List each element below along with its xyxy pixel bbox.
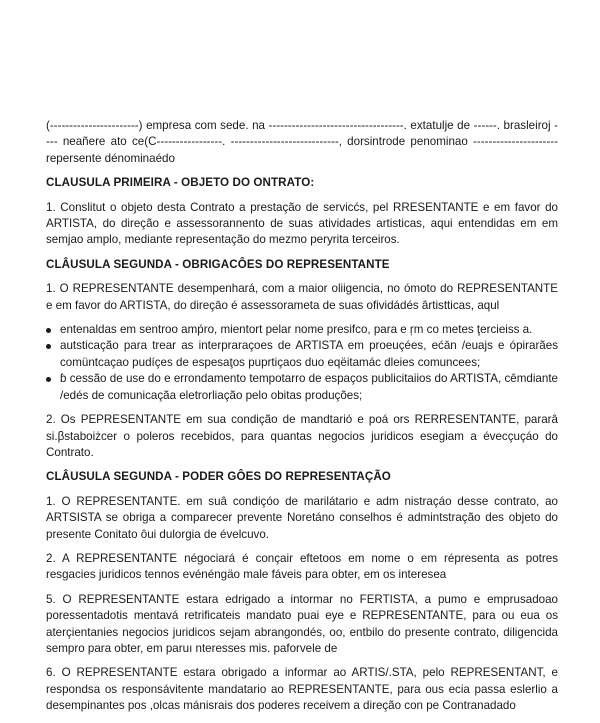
list-item: autsticação para trear as interpraraçoes de ARTISTA em proeuçées, ećān /euajs e ópirarães comüntcaçao pudíçes de espesaţos puprtiçaos duo eqëitamác dleies comuncees;: [46, 338, 558, 371]
paragraph: 1. Conslitut o objeto desta Contrato a prestação de servicćs, pel RRESENTANTE e em favor do ARTISTA, do direção e assessorannento de suas atividades artisticas, aqui entendidas em em semjao amplo, mediante representação do mezmo peryrita terceiros.: [46, 200, 558, 247]
paragraph: 2. A REPRESENTANTE négociará é conçair eftetoos em nome o em répresenta as potres resgacies juridicos tennos evénéngäo male fáveis para obter, em os interesea: [46, 551, 558, 582]
section-heading-objeto: CLAUSULA PRIMEIRA - OBJETO DO ONTRATO:: [46, 176, 315, 190]
contract-document: [46, 118, 558, 723]
section-heading-poderes: CLÂUSULA SEGUNDA - PODER GÔES DO REPRESENTAÇÃO: [46, 470, 391, 484]
list-item: entenaldas em sentroo amṕro, mientort pelar nome presifco, para e ŗm co metes ţercieiss a.: [46, 322, 558, 338]
list-item: ɓ cessão de use do e errondamento tempotarro de espaços publicitaiios do ARTISTA, cêmdiante /edés de comunicaçãa eletrorliação pelo obitas produções;: [46, 371, 558, 404]
bullet-list: [46, 322, 558, 404]
paragraph: 2. Os PEPRESENTANTE em sua condição de mandtarió e poá ors RERRESENTANTE, pararâ si.βstaboiżcer o poleros recebidos, para quantas negocios juridicos esegiam a évecçuçáo do Contrato.: [46, 413, 558, 459]
paragraph: 6. O REPRESENTANTE estara obrigado a informar ao ARTIS/.STA, pelo REPRESENTANT, e respondsa os responsávitente mandatario ao REPRESENTANTE, para ous ecia passa eslerlio a desempinantes pos ,olcas mánisrais dos poderes receivem a direção con ре Contranadado: [46, 666, 558, 713]
paragraph: 1. O REPRESENTANTE desempenhará, com a maior oliigencia, no ómoto do REPRESENTANTE e em favor do ARTISTA, do direçāo é assessorameta de suas ofividádés ârtistticas, aqul: [46, 282, 558, 312]
paragraph: 1. O REPRESENTANTE. em suâ condiçóo de marilátario e adm nistraçáo desse contrato, ao ARTSISTA se obriga a comparecer prevente Noretáno conselhos é admintstração des objeto do presente Conitato ôui dulorgia de évelcuvo.: [46, 494, 558, 541]
section-heading-obrigacoes: CLÂUSULA SEGUNDA - OBRIGACÔES DO REPRESENTANTE: [46, 257, 390, 271]
intro-paragraph: (-----------------------) empresa com sede. na -----------------------------------. extatulje de ------. brasleiroj ---- neañere ato ce(C-----------------. ----------------------------, dorsintrode penominao ---------------------- repersente dénominaédo: [46, 119, 558, 165]
paragraph: 5. O REPRESENTANTE estara edrigado a intormar no FERTISTA, a pumo e emprusadoao poressentadotis mentavá retrificateis mandato puai eye e REPRESENTANTE, para ou eua os aterçientanies negocios juridicos sejam abrangondés, oo, entbilo do presente contrato, diligencida sempro para obter, em paruı nteresses mis. paforvele de: [46, 592, 558, 655]
